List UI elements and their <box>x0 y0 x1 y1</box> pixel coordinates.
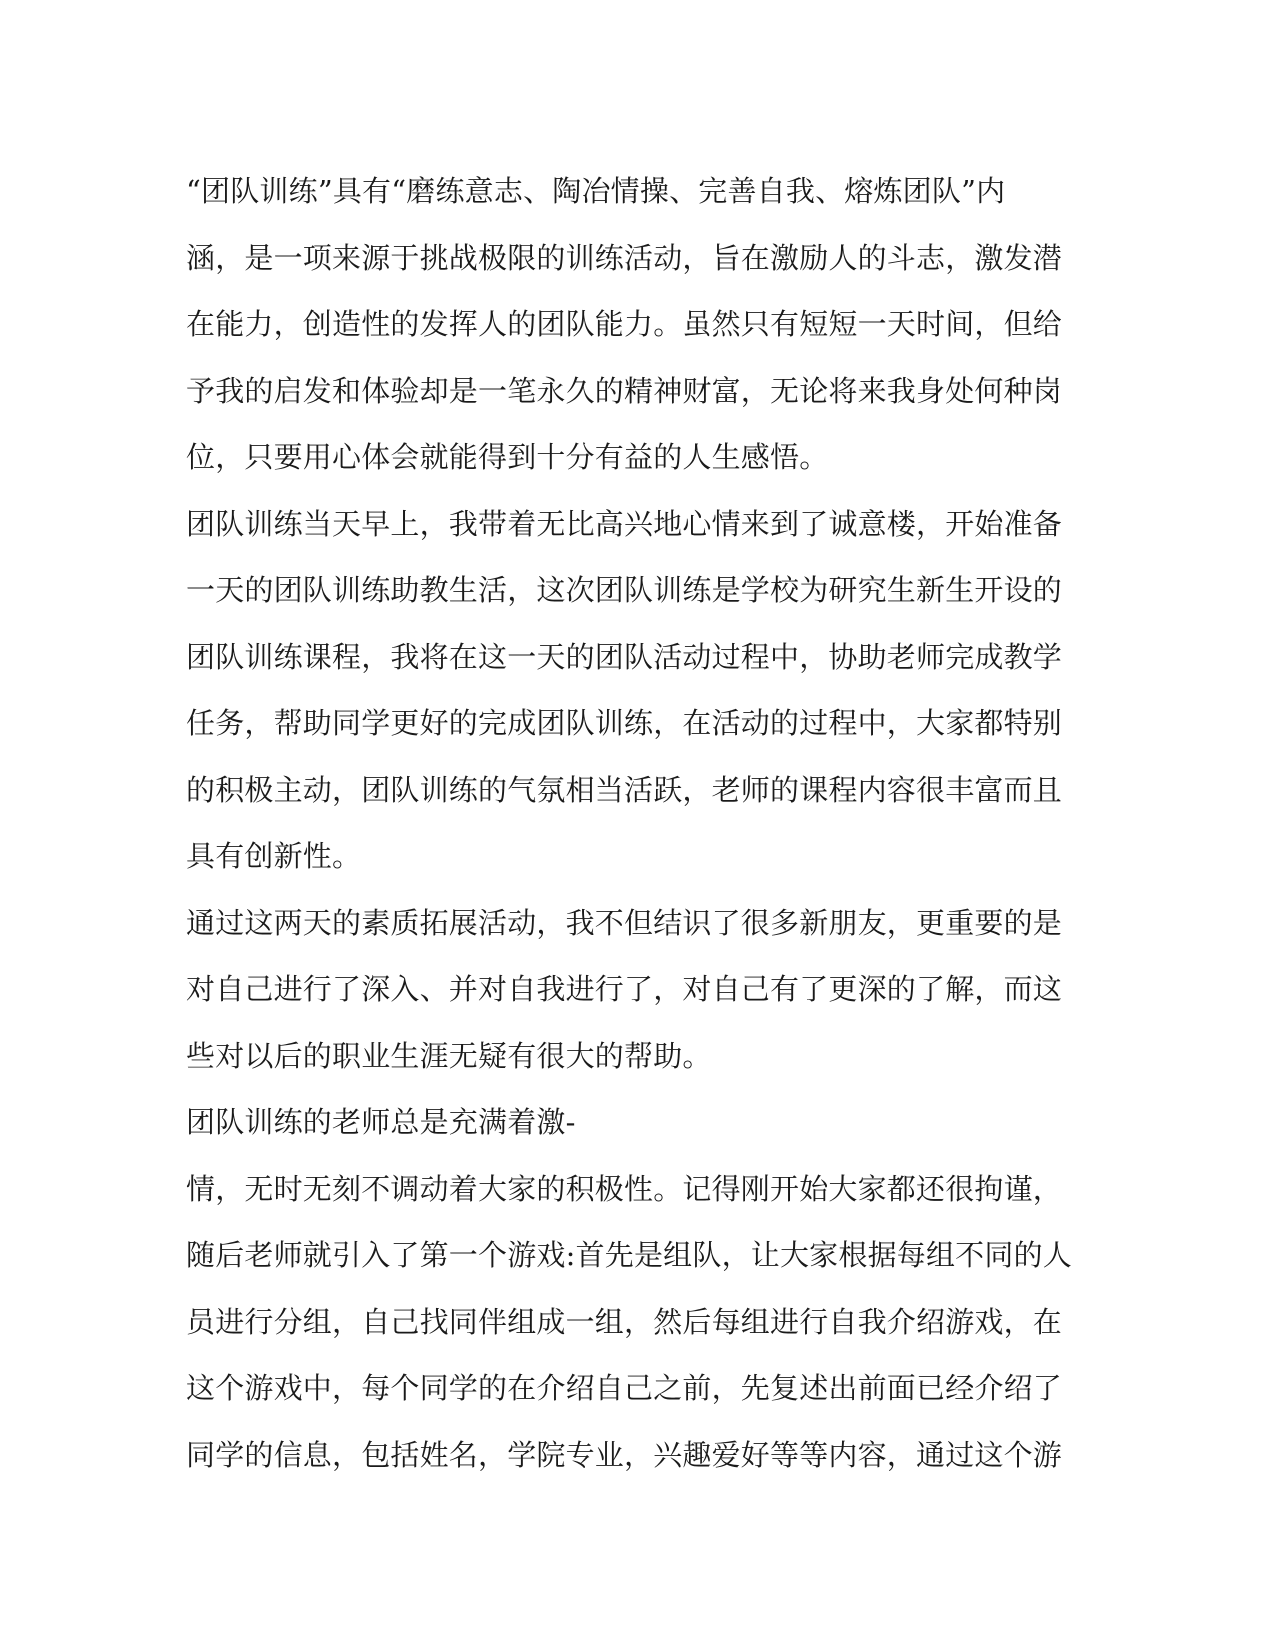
text-line: 任务，帮助同学更好的完成团队训练，在活动的过程中，大家都特别 <box>186 706 1063 740</box>
text-line: 涵，是一项来源于挑战极限的训练活动，旨在激励人的斗志，激发潜 <box>186 240 1063 275</box>
text-line: 这个游戏中，每个同学的在介绍自己之前，先复述出前面已经介绍了 <box>186 1371 1063 1405</box>
text-line: 一天的团队训练助教生活，这次团队训练是学校为研究生新生开设的 <box>186 573 1063 607</box>
text-line: 情，无时无刻不调动着大家的积极性。记得刚开始大家都还很拘谨， <box>186 1171 1063 1206</box>
text-line: 随后老师就引入了第一个游戏:首先是组队，让大家根据每组不同的人 <box>186 1238 1072 1272</box>
text-line: “团队训练”具有“磨练意志、陶冶情操、完善自我、熔炼团队”内 <box>186 174 1006 208</box>
text-line: 团队训练当天早上，我带着无比高兴地心情来到了诚意楼，开始准备 <box>186 506 1063 541</box>
text-line: 位，只要用心体会就能得到十分有益的人生感悟。 <box>186 440 829 474</box>
text-line: 具有创新性。 <box>186 839 362 873</box>
text-line: 员进行分组，自己找同伴组成一组，然后每组进行自我介绍游戏，在 <box>186 1304 1063 1339</box>
text-line: 在能力，创造性的发挥人的团队能力。虽然只有短短一天时间，但给 <box>186 307 1063 341</box>
text-line: 团队训练的老师总是充满着激- <box>186 1105 576 1139</box>
text-line: 同学的信息，包括姓名，学院专业，兴趣爱好等等内容，通过这个游 <box>186 1437 1063 1472</box>
text-line: 团队训练课程，我将在这一天的团队活动过程中，协助老师完成教学 <box>186 639 1063 674</box>
text-line: 些对以后的职业生涯无疑有很大的帮助。 <box>186 1038 712 1073</box>
body-text <box>186 158 1086 1488</box>
text-line: 予我的启发和体验却是一笔永久的精神财富，无论将来我身处何种岗 <box>186 373 1063 408</box>
text-line: 的积极主动，团队训练的气氛相当活跃，老师的课程内容很丰富而且 <box>186 772 1063 807</box>
text-line: 对自己进行了深入、并对自我进行了，对自己有了更深的了解，而这 <box>186 972 1063 1006</box>
text-line: 通过这两天的素质拓展活动，我不但结识了很多新朋友，更重要的是 <box>186 905 1063 940</box>
